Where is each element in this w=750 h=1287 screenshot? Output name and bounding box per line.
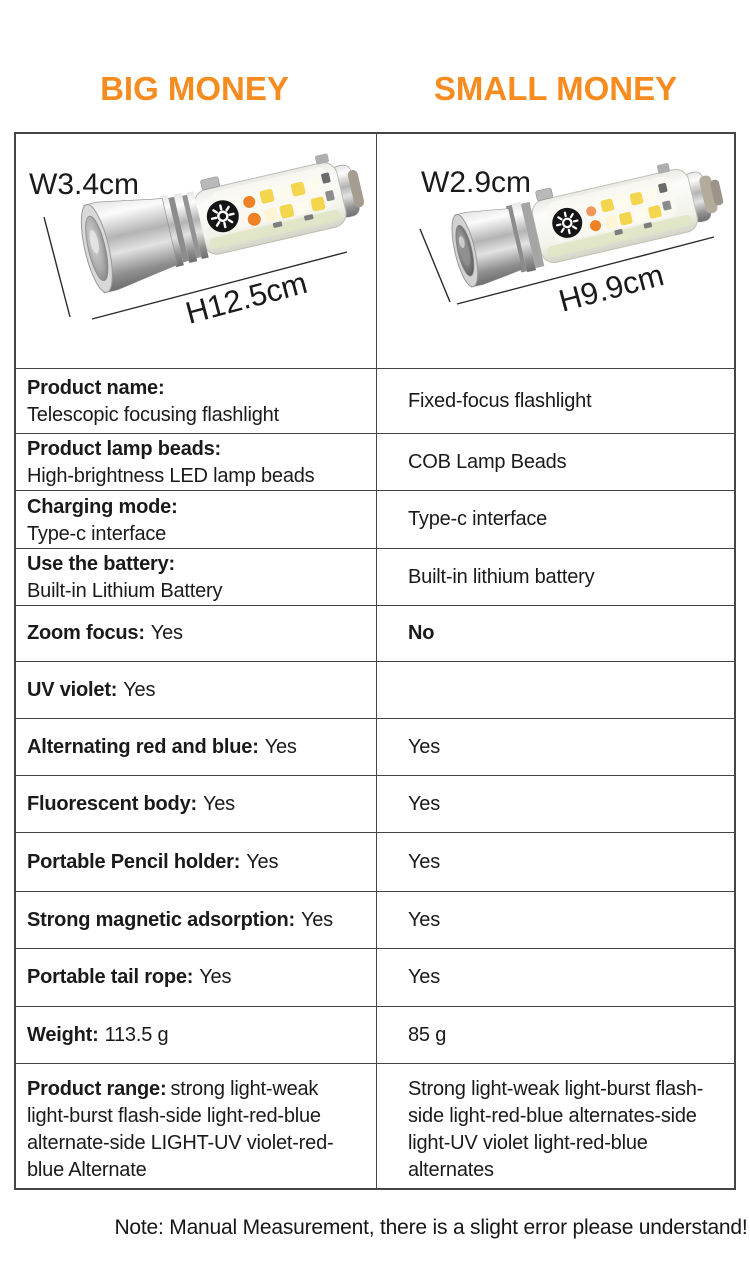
spec-value: Built-in Lithium Battery	[27, 580, 223, 602]
spec-value: Yes	[264, 735, 297, 758]
spec-value: COB Lamp Beads	[408, 450, 567, 473]
spec-value: Yes	[408, 735, 441, 758]
table-row-product-range	[16, 1063, 734, 1188]
right-product-photo-cell	[377, 134, 734, 368]
spec-label: Product name:	[27, 377, 165, 399]
spec-label: UV violet:	[27, 678, 118, 701]
spec-cell-left	[16, 606, 377, 661]
spec-value: Yes	[199, 966, 232, 988]
spec-cell-right	[377, 434, 734, 490]
left-product-photo-cell	[16, 134, 377, 368]
spec-value: Yes	[408, 850, 441, 873]
spec-label: Portable Pencil holder:	[27, 850, 241, 873]
spec-value: strong light-weak light-burst flash-side light-red-blue alternate-side LIGHT-UV violet-red-blue Alternate	[27, 1078, 334, 1181]
measurement-note: Note: Manual Measurement, there is a slight error please understand!	[114, 1216, 748, 1239]
table-row-tail-rope	[16, 948, 734, 1006]
spec-value: Yes	[408, 792, 441, 815]
right-column-title: SMALL MONEY	[433, 70, 678, 107]
comparison-table	[14, 132, 736, 1190]
fixed-focus-flashlight-illustration	[377, 134, 734, 368]
spec-label: Alternating red and blue:	[27, 735, 259, 758]
spec-value: Yes	[408, 966, 441, 988]
spec-cell-right	[377, 606, 734, 661]
spec-cell-right	[377, 833, 734, 891]
spec-value: Yes	[246, 850, 279, 873]
spec-value: Type-c interface	[408, 508, 548, 530]
spec-cell-left	[16, 776, 377, 832]
spec-value: No	[408, 622, 435, 644]
spec-label: Weight:	[27, 1023, 99, 1046]
spec-cell-right	[377, 949, 734, 1006]
spec-label: Fluorescent body:	[27, 792, 197, 815]
spec-label: Use the battery:	[27, 553, 175, 575]
table-row-uv-violet	[16, 661, 734, 718]
table-row-fluorescent-body	[16, 775, 734, 832]
height-dimension-label: H9.9cm	[555, 257, 668, 319]
width-dimension-label: W3.4cm	[29, 168, 140, 201]
spec-cell-right	[377, 369, 734, 433]
spec-cell-right	[377, 662, 734, 718]
spec-label: Strong magnetic adsorption:	[27, 908, 295, 931]
spec-value: Strong light-weak light-burst flash-side light-red-blue alternates-side light-UV violet light-red-blue alternates	[408, 1078, 704, 1181]
spec-cell-left	[16, 549, 377, 605]
spec-cell-left	[16, 892, 377, 948]
spec-cell-left	[16, 491, 377, 548]
spec-value: Yes	[150, 622, 183, 644]
spec-cell-left	[16, 949, 377, 1006]
table-row-weight	[16, 1006, 734, 1063]
spec-label: Product lamp beads:	[27, 438, 222, 460]
table-row-battery	[16, 548, 734, 605]
spec-cell-left	[16, 662, 377, 718]
product-photo-row	[16, 134, 734, 368]
spec-cell-right	[377, 892, 734, 948]
spec-value: Fixed-focus flashlight	[408, 389, 592, 412]
spec-cell-left	[16, 719, 377, 775]
spec-label: Zoom focus:	[27, 622, 145, 644]
width-dimension-line	[44, 217, 70, 317]
spec-cell-left	[16, 369, 377, 433]
spec-value: Yes	[202, 792, 235, 815]
spec-value: Type-c interface	[27, 522, 167, 545]
spec-cell-right	[377, 1064, 734, 1188]
left-column-title: BIG MONEY	[100, 70, 289, 107]
table-row-pencil-holder	[16, 832, 734, 891]
spec-value: High-brightness LED lamp beads	[27, 465, 315, 487]
spec-cell-left	[16, 1064, 377, 1188]
table-row-product-name	[16, 368, 734, 433]
telescopic-flashlight-illustration	[16, 134, 375, 368]
spec-cell-right	[377, 491, 734, 548]
spec-value: 113.5 g	[104, 1023, 169, 1046]
spec-value: Yes	[408, 908, 441, 931]
height-dimension-label: H12.5cm	[181, 264, 311, 331]
spec-cell-left	[16, 434, 377, 490]
spec-cell-left	[16, 1007, 377, 1063]
flashlight-body-group	[75, 144, 371, 295]
spec-label: Charging mode:	[27, 495, 178, 518]
width-dimension-label: W2.9cm	[421, 166, 532, 199]
spec-label: Product range:	[27, 1078, 167, 1100]
spec-cell-right	[377, 719, 734, 775]
spec-label: Portable tail rope:	[27, 966, 194, 988]
spec-cell-right	[377, 549, 734, 605]
spec-value: Built-in lithium battery	[408, 565, 595, 588]
spec-cell-left	[16, 833, 377, 891]
spec-cell-right	[377, 776, 734, 832]
table-row-magnetic	[16, 891, 734, 948]
spec-value: Yes	[300, 908, 333, 931]
table-row-lamp-beads	[16, 433, 734, 490]
spec-value: 85 g	[408, 1023, 447, 1046]
table-row-red-blue	[16, 718, 734, 775]
spec-value: Yes	[123, 678, 156, 701]
width-dimension-line	[420, 229, 450, 302]
spec-cell-right	[377, 1007, 734, 1063]
spec-value: Telescopic focusing flashlight	[27, 404, 279, 426]
table-row-charging-mode	[16, 490, 734, 548]
table-row-zoom-focus	[16, 605, 734, 661]
